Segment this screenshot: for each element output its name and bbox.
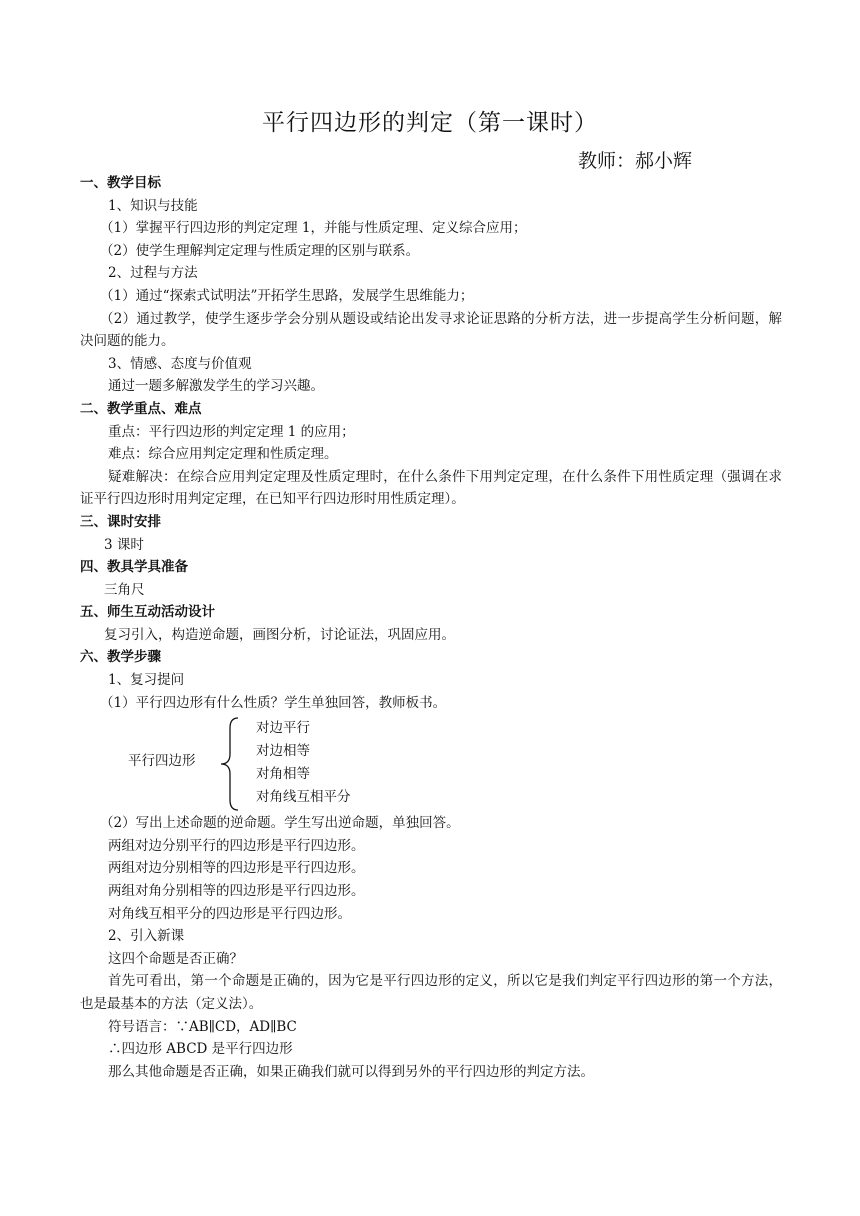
paragraph: （2）使学生理解判定定理与性质定理的区别与联系。 <box>100 242 420 259</box>
brace-label: 平行四边形 <box>128 753 196 770</box>
document-body <box>80 172 782 1083</box>
section-heading-key-points: 二、教学重点、难点 <box>80 400 202 417</box>
converse-statement: 两组对边分别平行的四边形是平行四边形。 <box>108 837 365 854</box>
symbolic-language: 符号语言：∵AB∥CD，AD∥BC <box>108 1018 297 1035</box>
teacher-name: 教师：郝小辉 <box>578 150 693 172</box>
paragraph: 3 课时 <box>104 536 144 553</box>
property-item: 对边相等 <box>256 743 310 760</box>
section-heading-schedule: 三、课时安排 <box>80 513 161 530</box>
paragraph: 重点：平行四边形的判定定理 1 的应用； <box>108 423 355 440</box>
paragraph: 这四个命题是否正确？ <box>108 950 243 967</box>
brace-items <box>256 717 351 809</box>
section-heading-steps: 六、教学步骤 <box>80 649 161 666</box>
paragraph: 那么其他命题是否正确，如果正确我们就可以得到另外的平行四边形的判定方法。 <box>108 1063 594 1080</box>
paragraph: 疑难解决：在综合应用判定定理及性质定理时，在什么条件下用判定定理，在什么条件下用性质定理（强调在求证平行四边形时用判定定理，在已知平行四边形时用性质定理）。 <box>80 468 782 508</box>
properties-brace-diagram <box>80 714 782 812</box>
section-heading-objectives: 一、教学目标 <box>80 175 161 191</box>
subheading-process: 2、过程与方法 <box>108 265 198 282</box>
paragraph: （2）通过教学，使学生逐步学会分别从题设或结论出发寻求论证思路的分析方法，进一步提高学生分析问题，解决问题的能力。 <box>80 310 782 350</box>
property-item: 对角相等 <box>256 766 310 783</box>
section-heading-tools: 四、教具学具准备 <box>80 559 188 576</box>
converse-statement: 两组对边分别相等的四边形是平行四边形。 <box>108 860 365 877</box>
paragraph: （1）平行四边形有什么性质？学生单独回答，教师板书。 <box>100 694 447 711</box>
section-heading-interaction: 五、师生互动活动设计 <box>80 604 215 621</box>
property-item: 对边平行 <box>256 720 310 737</box>
subheading-knowledge: 1、知识与技能 <box>108 197 198 214</box>
subheading-attitude: 3、情感、态度与价值观 <box>108 355 252 372</box>
paragraph: （2）写出上述命题的逆命题。学生写出逆命题，单独回答。 <box>100 815 460 832</box>
subheading-review: 1、复习提问 <box>108 672 185 689</box>
paragraph: （1）通过“探索式试明法”开拓学生思路，发展学生思维能力； <box>100 287 474 304</box>
property-item: 对角线互相平分 <box>256 789 351 806</box>
symbolic-conclusion: ∴四边形 ABCD 是平行四边形 <box>108 1041 293 1058</box>
paragraph: 三角尺 <box>104 581 145 598</box>
converse-statement: 两组对角分别相等的四边形是平行四边形。 <box>108 883 365 900</box>
curly-brace-icon <box>218 716 242 812</box>
document-title: 平行四边形的判定（第一课时） <box>262 110 598 136</box>
paragraph: 通过一题多解激发学生的学习兴趣。 <box>108 378 324 395</box>
paragraph: 首先可看出，第一个命题是正确的，因为它是平行四边形的定义，所以它是我们判定平行四边形的第一个方法，也是最基本的方法（定义法）。 <box>80 973 782 1012</box>
paragraph: 复习引入，构造逆命题，画图分析，讨论证法，巩固应用。 <box>104 626 455 643</box>
converse-statement: 对角线互相平分的四边形是平行四边形。 <box>108 905 351 922</box>
paragraph: 难点：综合应用判定定理和性质定理。 <box>108 446 338 463</box>
paragraph: （1）掌握平行四边形的判定定理 1，并能与性质定理、定义综合应用； <box>100 220 527 237</box>
subheading-new-lesson: 2、引入新课 <box>108 928 185 945</box>
